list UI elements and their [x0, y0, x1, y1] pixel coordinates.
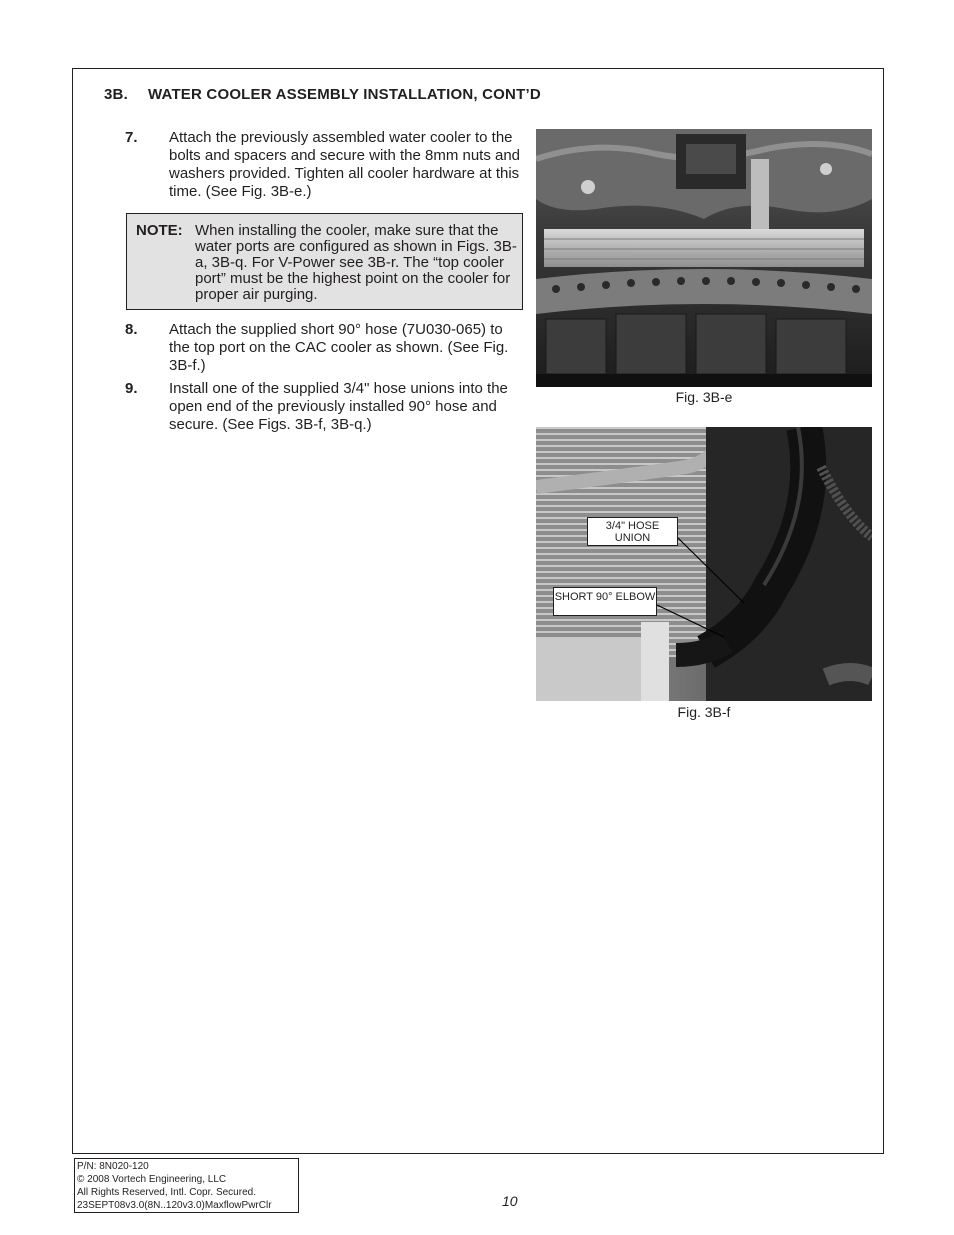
- callout-short-elbow: SHORT 90° ELBOW: [553, 587, 657, 616]
- figure-3b-e-photo: [536, 129, 872, 387]
- section-title: WATER COOLER ASSEMBLY INSTALLATION, CONT’D: [148, 86, 541, 103]
- step-number: 9.: [125, 380, 138, 397]
- step-9: [125, 380, 525, 434]
- footer-copyright: © 2008 Vortech Engineering, LLC: [77, 1174, 227, 1185]
- step-number: 7.: [125, 129, 138, 146]
- note-label: NOTE:: [136, 222, 183, 239]
- step-text: Install one of the supplied 3/4" hose unions into the open end of the previously installed 90° hose and secure. (See Figs. 3B-f, 3B-q.): [169, 380, 508, 433]
- figure-3b-f-caption: Fig. 3B-f: [677, 704, 731, 720]
- note-text: When installing the cooler, make sure that the water ports are configured as shown in Figs. 3B-a, 3B-q. For V-Power see 3B-r. The “top cooler port” must be the highest point on the cooler for proper air purging.: [195, 222, 517, 303]
- step-text: Attach the previously assembled water cooler to the bolts and spacers and secure with the 8mm nuts and washers provided. Tighten all cooler hardware at this time. (See Fig. 3B-e.): [169, 129, 521, 200]
- figure-3b-f-photo: [536, 427, 872, 701]
- page-number: 10: [502, 1193, 518, 1209]
- note-box: [126, 213, 523, 310]
- footer-revision: 23SEPT08v3.0(8N..120v3.0)MaxflowPwrClr: [77, 1200, 272, 1211]
- step-text: Attach the supplied short 90° hose (7U030-065) to the top port on the CAC cooler as shown. (See Fig. 3B-f.): [169, 321, 509, 374]
- step-7: [125, 129, 525, 201]
- callout-hose-union: 3/4" HOSE UNION: [587, 517, 678, 546]
- section-number: 3B.: [104, 86, 128, 103]
- figure-3b-e-caption: Fig. 3B-e: [675, 389, 733, 405]
- step-number: 8.: [125, 321, 138, 338]
- footer-part-number: P/N: 8N020-120: [77, 1161, 149, 1172]
- footer-rights: All Rights Reserved, Intl. Copr. Secured.: [77, 1187, 256, 1198]
- section-heading: [104, 86, 541, 103]
- footer-info-box: [74, 1158, 299, 1213]
- step-8: [125, 321, 525, 375]
